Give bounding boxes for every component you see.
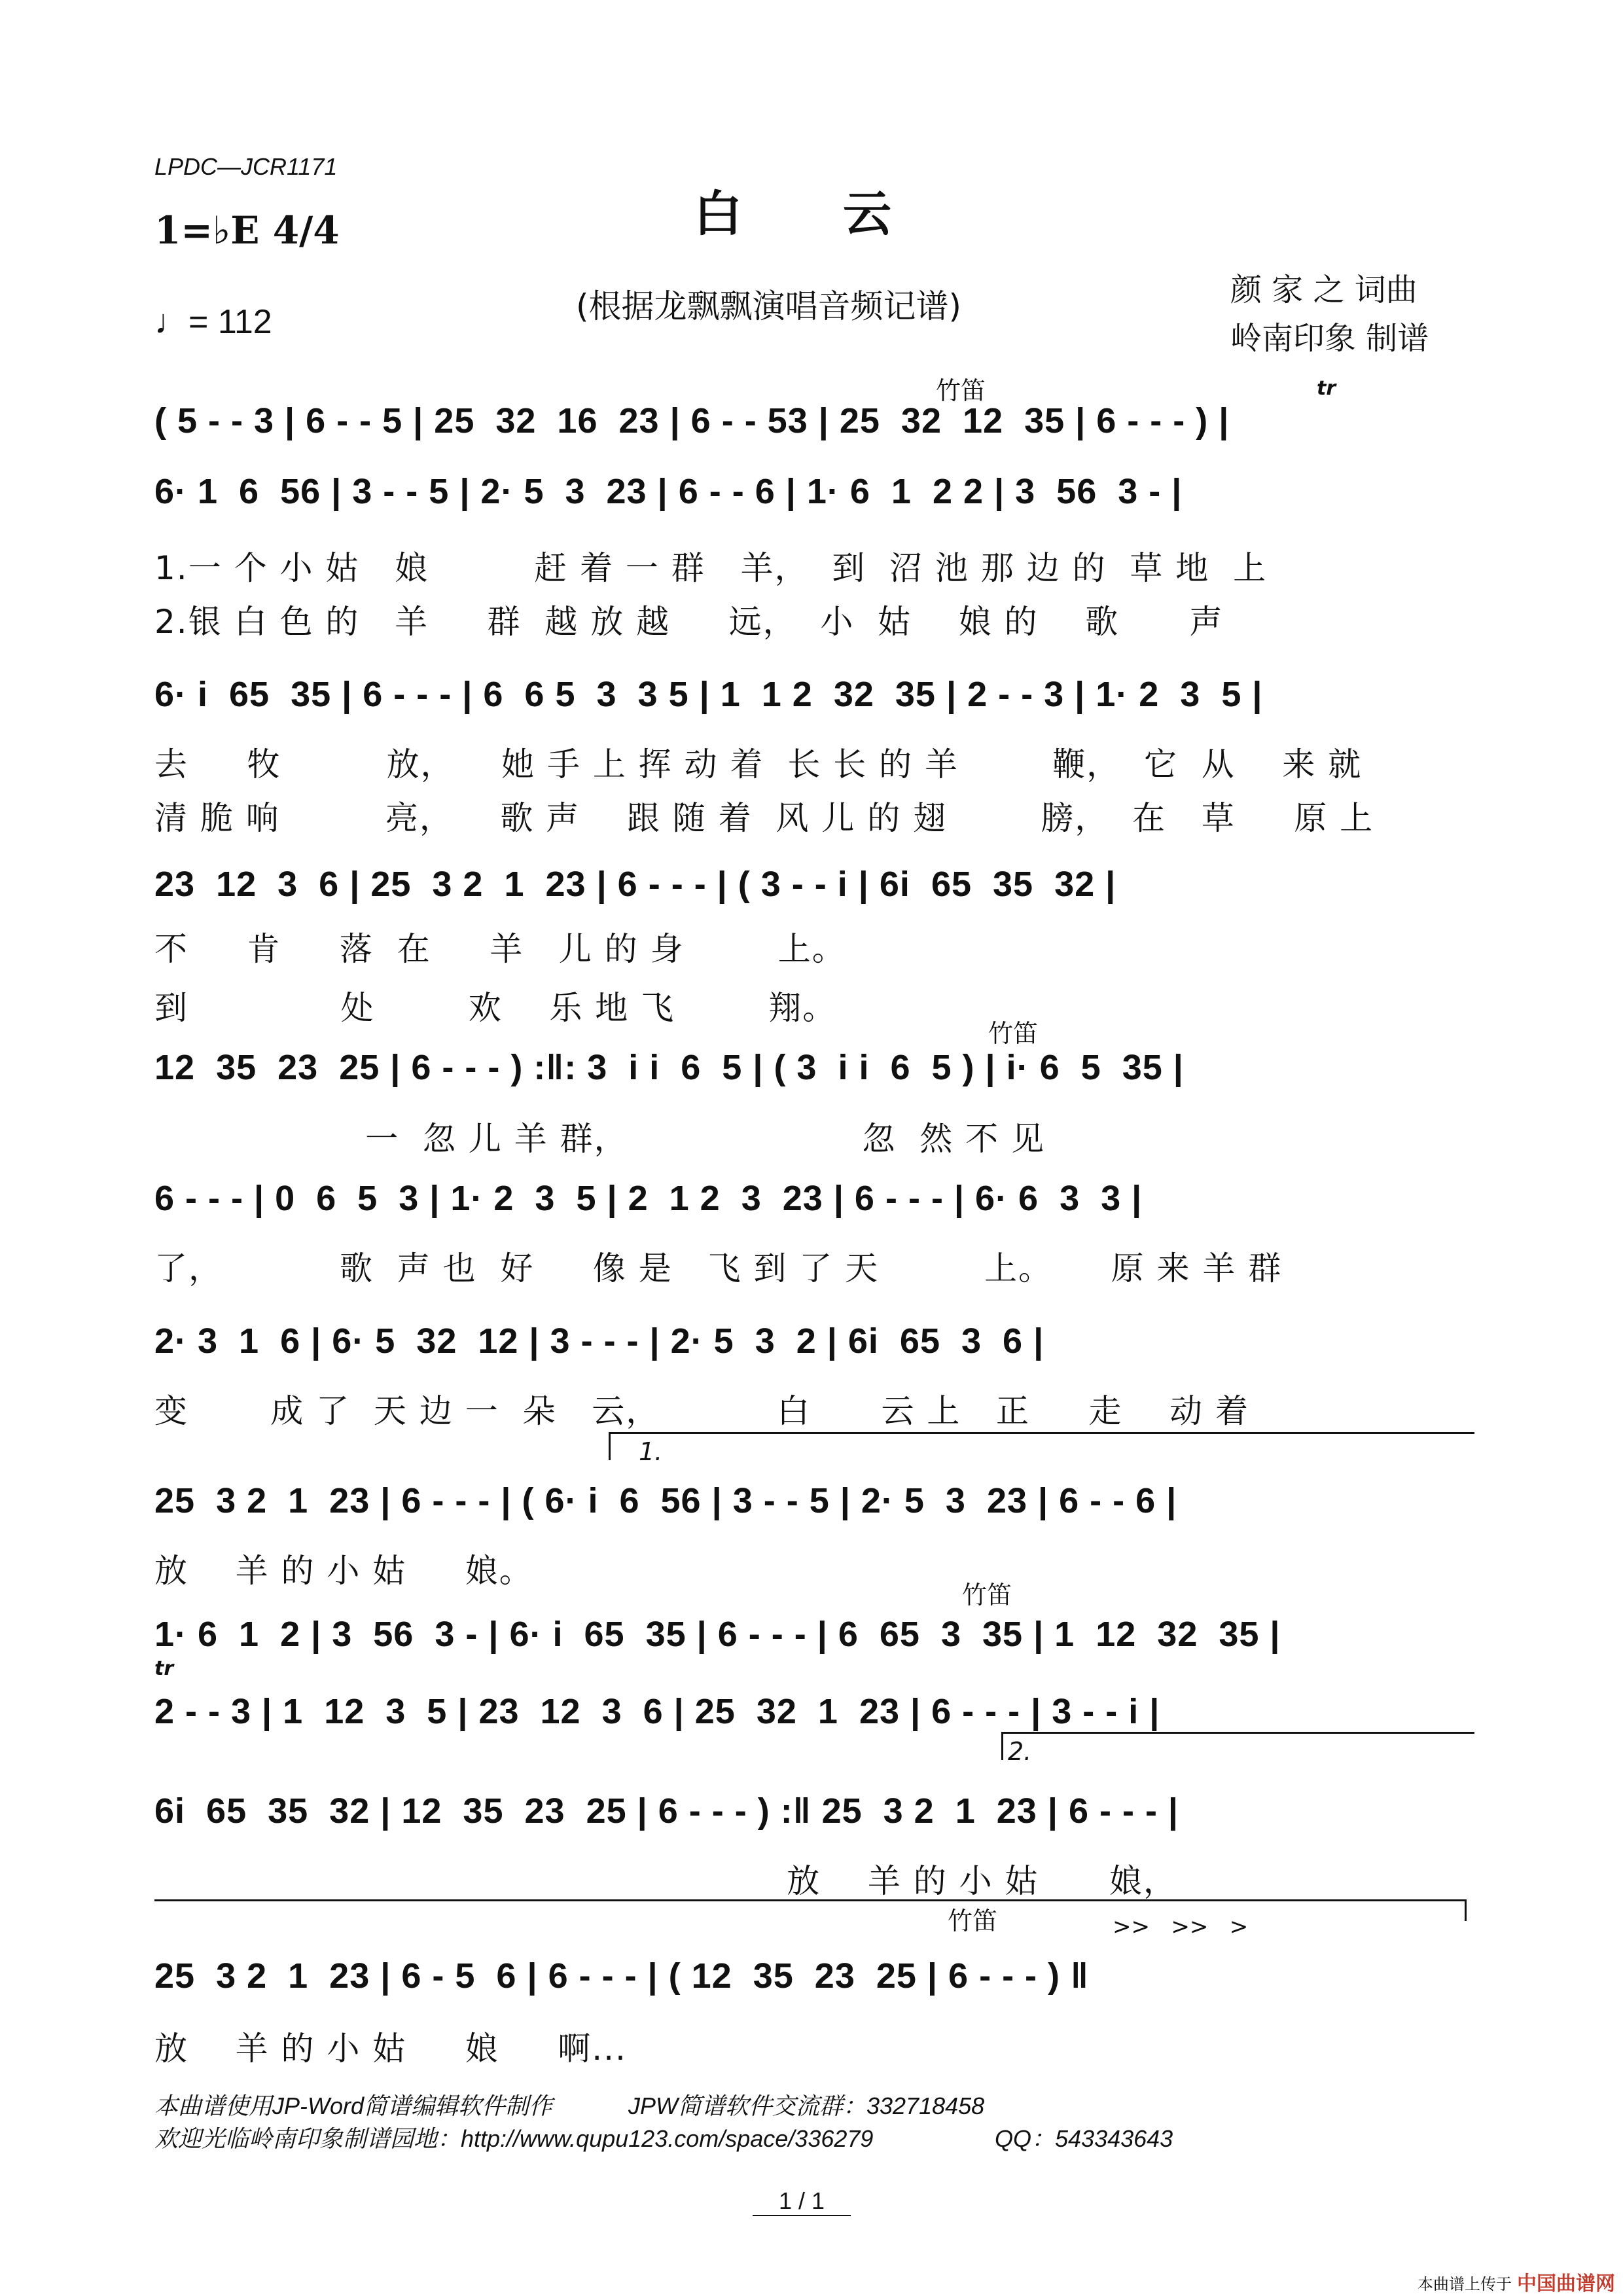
footer-website-link[interactable]: 欢迎光临岭南印象制谱园地：http://www.qupu123.com/space/336279 bbox=[154, 2125, 874, 2152]
footer-group-note: JPW简谱软件交流群：332718458 bbox=[628, 2092, 985, 2119]
notation: 6 - - - | 0 6 5 3 | 1· 2 3 5 | 2 1 2 3 23 | 6 - - - | 6· 6 3 3 | bbox=[154, 1179, 1143, 1218]
notation: 25 3 2 1 23 | 6 - - - | ( 6· i 6 56 | 3 - - 5 | 2· 5 3 23 | 6 - - 6 | bbox=[154, 1481, 1177, 1520]
volta-1-label: 1. bbox=[639, 1437, 663, 1466]
lyric-line: 了， 歌 声 也 好 像 是 飞 到 了 天 上。 原 来 羊 群 bbox=[154, 1249, 1283, 1287]
subtitle: (根据龙飘飘演唱音频记谱) bbox=[576, 287, 962, 325]
accent-marks: >> >> > bbox=[1113, 1914, 1249, 1940]
lyric-line: 去 牧 放， 她 手 上 挥 动 着 长 长 的 羊 鞭， 它 从 来 就 bbox=[154, 745, 1363, 783]
lyric-line: 2.银 白 色 的 羊 群 越 放 越 远， 小 姑 娘 的 歌 声 bbox=[154, 603, 1224, 641]
site-logo: 中国曲谱网 bbox=[1517, 2272, 1615, 2295]
trill-annotation: tr bbox=[154, 1657, 174, 1680]
lyric-line: 放 羊 的 小 姑 娘， bbox=[154, 1862, 1177, 1900]
final-bracket bbox=[154, 1899, 1467, 1921]
footer-software-note: 本曲谱使用JP-Word简谱编辑软件制作 bbox=[154, 2092, 553, 2119]
notation: 6· 1 6 56 | 3 - - 5 | 2· 5 3 23 | 6 - - 6 | 1· 6 1 2 2 | 3 56 3 - | bbox=[154, 472, 1183, 511]
staff-line-12 bbox=[154, 1956, 1478, 2028]
staff-line-2 bbox=[154, 471, 1478, 543]
staff-line-8 bbox=[154, 1480, 1478, 1552]
dizi-annotation: 竹笛 bbox=[962, 1581, 1012, 1609]
page-number: 1 / 1 bbox=[753, 2187, 851, 2216]
staff-line-11 bbox=[154, 1791, 1478, 1863]
dizi-annotation: 竹笛 bbox=[988, 1019, 1039, 1048]
lyric-line: 变 成 了 天 边 一 朵 云， 白 云 上 正 走 动 着 bbox=[154, 1392, 1249, 1430]
notation: 2· 3 1 6 | 6· 5 32 12 | 3 - - - | 2· 5 3 2 | 6i 65 3 6 | bbox=[154, 1321, 1044, 1361]
staff-line-3 bbox=[154, 674, 1478, 746]
key-signature: 1=♭E 4/4 bbox=[154, 208, 340, 253]
lyric-line: 清 脆 响 亮， 歌 声 跟 随 着 风 儿 的 翅 膀， 在 草 原 上 bbox=[154, 799, 1374, 837]
dizi-annotation: 竹笛 bbox=[948, 1907, 998, 1935]
staff-line-9 bbox=[154, 1614, 1478, 1686]
notation: 2 - - 3 | 1 12 3 5 | 23 12 3 6 | 25 32 1 23 | 6 - - - | 3 - - i | bbox=[154, 1692, 1160, 1731]
volta-1-bracket bbox=[609, 1432, 1474, 1460]
staff-line-1 bbox=[154, 401, 1478, 473]
lyric-line: 一 忽 儿 羊 群， 忽 然 不 见 bbox=[154, 1120, 1045, 1158]
composer-credit: 颜 家 之 词曲 bbox=[1230, 272, 1418, 308]
staff-line-7 bbox=[154, 1321, 1478, 1393]
trill-annotation: tr bbox=[1317, 377, 1336, 400]
notation: 12 35 23 25 | 6 - - - ) :‖: 3 i i 6 5 | ( 3 i i 6 5 ) | i· 6 5 35 | bbox=[154, 1048, 1184, 1087]
lyric-line: 放 羊 的 小 姑 娘。 bbox=[154, 1552, 533, 1590]
notation: ( 5 - - 3 | 6 - - 5 | 25 32 16 23 | 6 - - 53 | 25 32 12 35 | 6 - - - ) | bbox=[154, 401, 1230, 440]
footer-qq: QQ：543343643 bbox=[995, 2125, 1173, 2152]
staff-line-10 bbox=[154, 1691, 1478, 1763]
notation: 25 3 2 1 23 | 6 - 5 6 | 6 - - - | ( 12 35 23 25 | 6 - - - ) ‖ bbox=[154, 1956, 1089, 1996]
lyric-line: 到 处 欢 乐 地 飞 翔。 bbox=[154, 989, 837, 1027]
notation: 1· 6 1 2 | 3 56 3 - | 6· i 65 35 | 6 - - - | 6 65 3 35 | 1 12 32 35 | bbox=[154, 1615, 1281, 1654]
volta-2-label: 2. bbox=[1008, 1737, 1032, 1766]
score-code: LPDC—JCR1171 bbox=[154, 153, 338, 180]
tempo-marking: ♩= 112 bbox=[154, 303, 272, 341]
lyric-line: 放 羊 的 小 姑 娘 啊... bbox=[154, 2030, 627, 2068]
notation: 6i 65 35 32 | 12 35 23 25 | 6 - - - ) :‖ 25 3 2 1 23 | 6 - - - | bbox=[154, 1791, 1179, 1831]
arranger-credit: 岭南印象 制谱 bbox=[1230, 320, 1429, 357]
lyric-line: 1.一 个 小 姑 娘 赶 着 一 群 羊， 到 沼 池 那 边 的 草 地 上 bbox=[154, 549, 1268, 587]
upload-note: 本曲谱上传于 bbox=[1418, 2275, 1512, 2293]
notation: 6· i 65 35 | 6 - - - | 6 6 5 3 3 5 | 1 1 2 32 35 | 2 - - 3 | 1· 2 3 5 | bbox=[154, 675, 1263, 714]
song-title: 白 云 bbox=[694, 186, 893, 242]
notation: 23 12 3 6 | 25 3 2 1 23 | 6 - - - | ( 3 - - i | 6i 65 35 32 | bbox=[154, 865, 1116, 904]
staff-line-5 bbox=[154, 1047, 1478, 1119]
lyric-line: 不 肯 落 在 羊 儿 的 身 上。 bbox=[154, 930, 846, 968]
dizi-annotation: 竹笛 bbox=[936, 376, 986, 405]
staff-line-6 bbox=[154, 1178, 1478, 1250]
